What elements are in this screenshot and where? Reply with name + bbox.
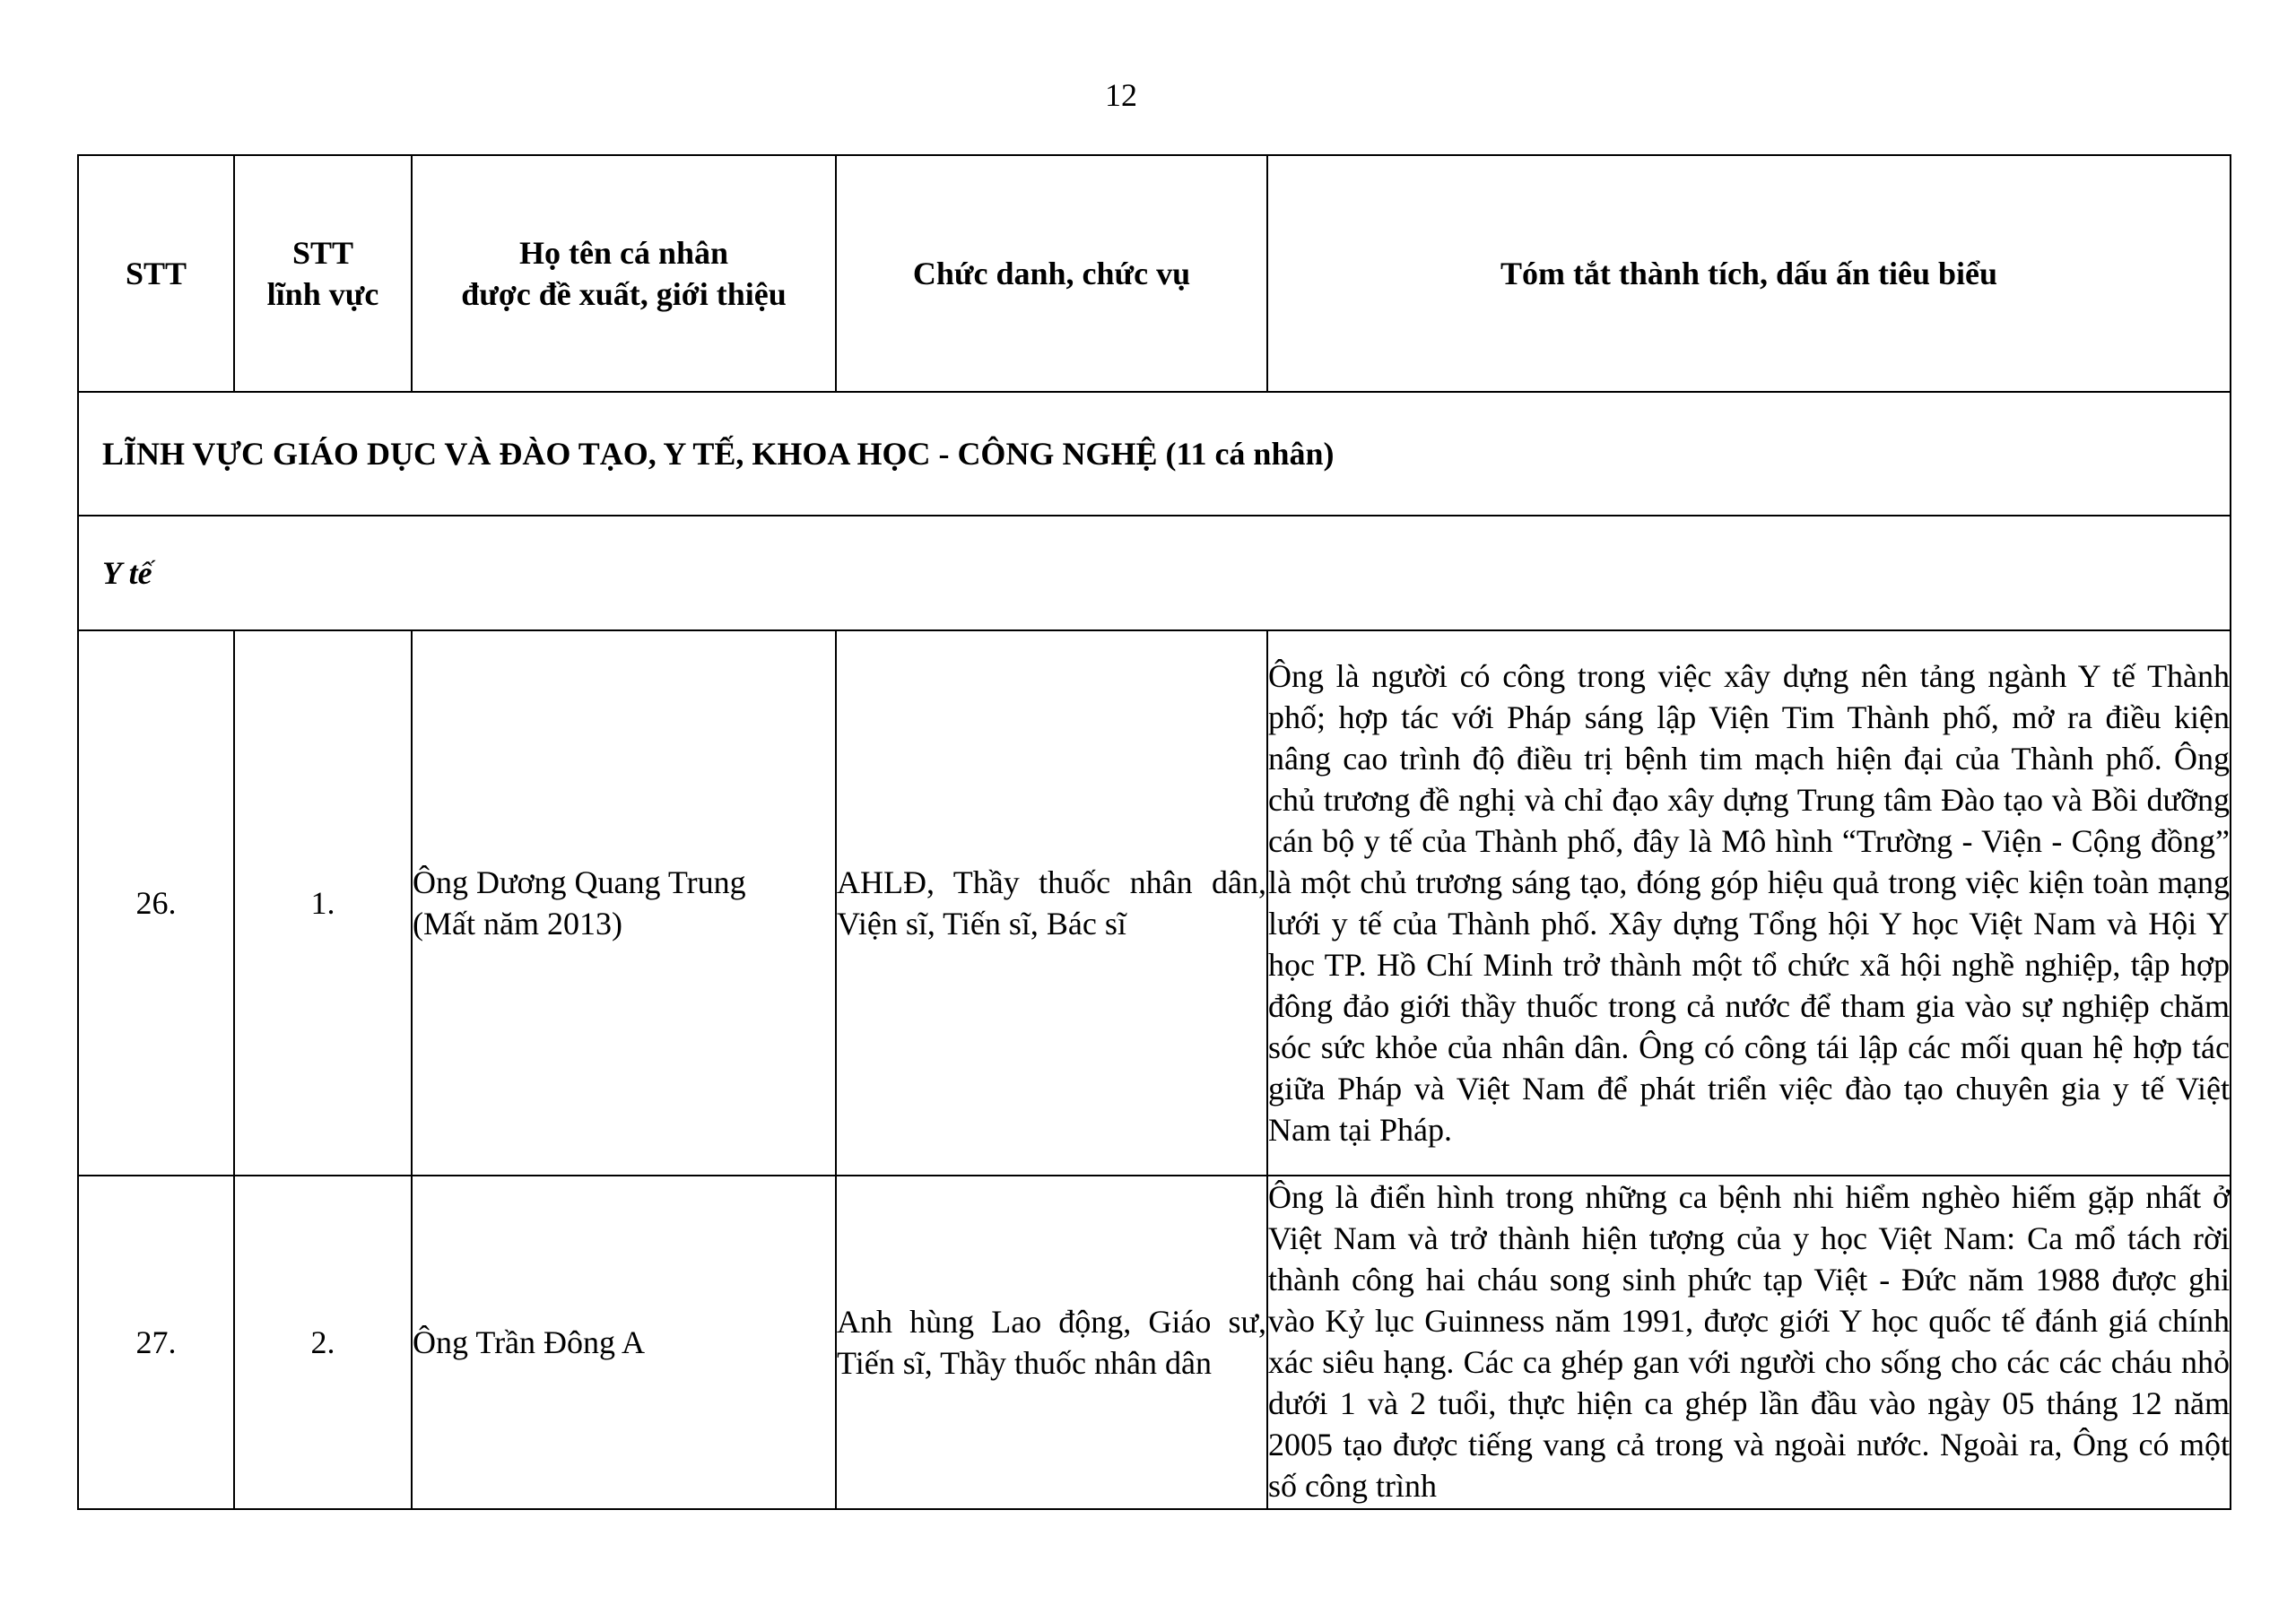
table-row xyxy=(78,630,2231,1176)
header-name xyxy=(412,155,836,392)
row-summary-cell xyxy=(1267,1176,2231,1509)
table-header-row xyxy=(78,155,2231,392)
row-stt-field: 1. xyxy=(234,630,412,1176)
row-name xyxy=(412,1176,836,1509)
header-stt-field-line1: STT xyxy=(291,235,354,271)
section-title: LĨNH VỰC GIÁO DỤC VÀ ĐÀO TẠO, Y TẾ, KHOA HỌC - CÔNG NGHỆ (11 cá nhân) xyxy=(78,392,2231,516)
header-stt: STT xyxy=(78,155,234,392)
subsection-row xyxy=(78,516,2231,630)
nomination-table xyxy=(77,154,2231,1510)
row-stt-field: 2. xyxy=(234,1176,412,1509)
row-stt: 27. xyxy=(78,1176,234,1509)
row-name xyxy=(412,630,836,1176)
header-summary: Tóm tắt thành tích, dấu ấn tiêu biểu xyxy=(1267,155,2231,392)
page-number: 12 xyxy=(1105,77,1137,113)
section-row xyxy=(78,392,2231,516)
row-name-line1: Ông Trần Đông A xyxy=(413,1324,646,1360)
row-position: AHLĐ, Thầy thuốc nhân dân, Viện sĩ, Tiến sĩ, Bác sĩ xyxy=(836,630,1267,1176)
header-stt-field xyxy=(234,155,412,392)
header-stt-field-line2: lĩnh vực xyxy=(266,276,379,312)
row-name-line1: Ông Dương Quang Trung xyxy=(413,864,746,900)
subsection-title: Y tế xyxy=(78,516,2231,630)
header-name-line1: Họ tên cá nhân xyxy=(518,235,729,271)
row-name-line2: (Mất năm 2013) xyxy=(413,906,622,942)
row-summary: Ông là người có công trong việc xây dựng nên tảng ngành Y tế Thành phố; hợp tác với Pháp sáng lập Viện Tim Thành phố, mở ra điều kiện nâng cao trình độ điều trị bệnh tim mạch hiện đại của Thành phố. Ông chủ trương đề nghị và chỉ đạo xây dựng Trung tâm Đào tạo và Bồi dưỡng cán bộ y tế của Thành phố, đây là Mô hình “Trường - Viện - Cộng đồng” là một chủ trương sáng tạo, đóng góp hiệu quả trong việc kiện toàn mạng lưới y tế của Thành phố. Xây dựng Tổng hội Y học Việt Nam và Hội Y học TP. Hồ Chí Minh trở thành một tổ chức xã hội nghề nghiệp, tập hợp đông đảo giới thầy thuốc trong cả nước để tham gia vào sự nghiệp chăm sóc sức khỏe của nhân dân. Ông có công tái lập các mối quan hệ hợp tác giữa Pháp và Việt Nam để phát triển việc đào tạo chuyên gia y tế Việt Nam tại Pháp. xyxy=(1267,630,2231,1176)
table-row xyxy=(78,1176,2231,1509)
row-summary: Ông là điển hình trong những ca bệnh nhi hiểm nghèo hiếm gặp nhất ở Việt Nam và trở thành hiện tượng của y học Việt Nam: Ca mổ tách rời thành công hai cháu song sinh phức tạp Việt - Đức năm 1988 được ghi vào Kỷ lục Guinness năm 1991, được giới Y học quốc tế đánh giá chính xác siêu hạng. Các ca ghép gan với người cho sống cho các các cháu nhỏ dưới 1 và 2 tuổi, thực hiện ca ghép lần đầu vào ngày 05 tháng 12 năm 2005 tạo được tiếng vang cả trong và ngoài nước. Ngoài ra, Ông có một số công trình xyxy=(1268,1179,2230,1504)
header-name-line2: được đề xuất, giới thiệu xyxy=(461,276,787,312)
header-position: Chức danh, chức vụ xyxy=(836,155,1267,392)
row-stt: 26. xyxy=(78,630,234,1176)
row-position: Anh hùng Lao động, Giáo sư, Tiến sĩ, Thầy thuốc nhân dân xyxy=(836,1176,1267,1509)
